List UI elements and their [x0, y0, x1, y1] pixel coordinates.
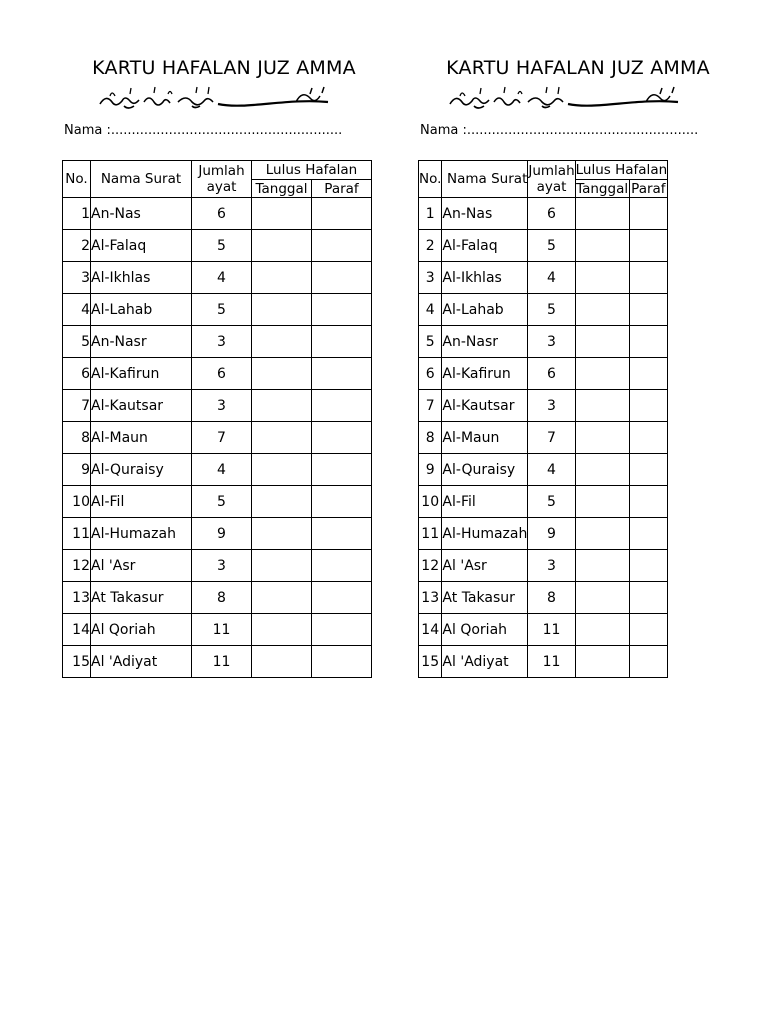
surah-name: Al-Ikhlas [442, 262, 528, 294]
table-row [419, 646, 668, 678]
paraf-cell [629, 230, 668, 262]
card-title: KARTU HAFALAN JUZ AMMA [446, 57, 710, 79]
tanggal-cell [575, 550, 629, 582]
table-row [419, 550, 668, 582]
table-row [419, 582, 668, 614]
paraf-cell [629, 422, 668, 454]
table-row [419, 262, 668, 294]
header-ayat: ayat [536, 179, 567, 195]
ayat-count: 8 [528, 582, 575, 614]
table-row [419, 614, 668, 646]
ayat-count: 6 [192, 198, 252, 230]
ayat-count: 11 [192, 614, 252, 646]
paraf-cell [629, 294, 668, 326]
ayat-count: 4 [528, 454, 575, 486]
tanggal-cell [575, 326, 629, 358]
hafalan-card-right [404, 0, 710, 700]
row-number: 13 [419, 582, 442, 614]
table-row [419, 358, 668, 390]
ayat-count: 7 [528, 422, 575, 454]
surah-name: Al-Falaq [91, 230, 192, 262]
row-number: 13 [63, 582, 91, 614]
row-number: 6 [419, 358, 442, 390]
paraf-cell [629, 550, 668, 582]
nama-field: Nama :........................................................ [64, 123, 343, 138]
basmala-calligraphy-image [446, 84, 686, 114]
row-number: 3 [419, 262, 442, 294]
paraf-cell [629, 646, 668, 678]
row-number: 5 [419, 326, 442, 358]
table-row [419, 230, 668, 262]
table-row [419, 518, 668, 550]
row-number: 1 [63, 198, 91, 230]
surah-name: At Takasur [91, 582, 192, 614]
row-number: 5 [63, 326, 91, 358]
header-no: No. [419, 161, 442, 198]
surah-name: Al-Maun [91, 422, 192, 454]
header-no: No. [63, 161, 91, 198]
paraf-cell [629, 326, 668, 358]
surah-name: Al-Ikhlas [91, 262, 192, 294]
tanggal-cell [575, 518, 629, 550]
header-paraf: Paraf [312, 180, 372, 198]
tanggal-cell [575, 390, 629, 422]
surah-name: An-Nasr [91, 326, 192, 358]
tanggal-cell [575, 614, 629, 646]
header-jumlah: Jumlah [528, 163, 575, 179]
surah-name: Al Qoriah [91, 614, 192, 646]
header-nama-surat: Nama Surat [442, 161, 528, 198]
surah-name: Al-Kafirun [91, 358, 192, 390]
header-lulus-hafalan: Lulus Hafalan [575, 162, 668, 178]
row-number: 11 [63, 518, 91, 550]
surah-name: Al 'Adiyat [91, 646, 192, 678]
ayat-count: 3 [528, 390, 575, 422]
ayat-count: 3 [192, 390, 252, 422]
surah-name: Al-Falaq [442, 230, 528, 262]
row-number: 11 [419, 518, 442, 550]
ayat-count: 6 [528, 198, 575, 230]
ayat-count: 5 [528, 486, 575, 518]
row-number: 9 [419, 454, 442, 486]
row-number: 14 [419, 614, 442, 646]
ayat-count: 9 [528, 518, 575, 550]
surah-name: Al-Fil [91, 486, 192, 518]
ayat-count: 4 [192, 262, 252, 294]
surah-name: Al-Kafirun [442, 358, 528, 390]
surah-name: Al-Quraisy [91, 454, 192, 486]
tanggal-cell [575, 358, 629, 390]
paraf-cell [629, 614, 668, 646]
surah-name: Al-Lahab [91, 294, 192, 326]
table-row [419, 326, 668, 358]
header-paraf: Paraf [629, 180, 668, 198]
surah-name: At Takasur [442, 582, 528, 614]
header-jumlah: Jumlah [198, 163, 245, 179]
tanggal-cell [575, 262, 629, 294]
header-nama-surat: Nama Surat [91, 161, 192, 198]
surah-name: Al Qoriah [442, 614, 528, 646]
nama-field: Nama :........................................................ [420, 123, 699, 138]
row-number: 9 [63, 454, 91, 486]
row-number: 1 [419, 198, 442, 230]
row-number: 6 [63, 358, 91, 390]
row-number: 10 [63, 486, 91, 518]
ayat-count: 6 [528, 358, 575, 390]
paraf-cell [629, 358, 668, 390]
tanggal-cell [575, 230, 629, 262]
ayat-count: 7 [192, 422, 252, 454]
tanggal-cell [575, 422, 629, 454]
ayat-count: 11 [528, 646, 575, 678]
ayat-count: 3 [528, 326, 575, 358]
paraf-cell [629, 582, 668, 614]
surah-name: Al-Fil [442, 486, 528, 518]
ayat-count: 5 [528, 294, 575, 326]
surah-name: An-Nasr [442, 326, 528, 358]
table-row [419, 422, 668, 454]
row-number: 10 [419, 486, 442, 518]
ayat-count: 3 [192, 326, 252, 358]
paraf-cell [629, 518, 668, 550]
paraf-cell [629, 390, 668, 422]
table-row [419, 454, 668, 486]
header-ayat: ayat [206, 179, 237, 195]
row-number: 8 [63, 422, 91, 454]
ayat-count: 9 [192, 518, 252, 550]
row-number: 4 [419, 294, 442, 326]
tanggal-cell [575, 486, 629, 518]
ayat-count: 11 [192, 646, 252, 678]
table-body-right [419, 198, 668, 678]
header-jumlah-ayat [528, 161, 575, 198]
row-number: 3 [63, 262, 91, 294]
ayat-count: 4 [192, 454, 252, 486]
surah-name: Al-Humazah [91, 518, 192, 550]
ayat-count: 6 [192, 358, 252, 390]
surah-name: Al-Humazah [442, 518, 528, 550]
card-title: KARTU HAFALAN JUZ AMMA [92, 57, 356, 79]
header-lulus-hafalan: Lulus Hafalan [252, 161, 372, 180]
tanggal-cell [575, 198, 629, 230]
surah-name: An-Nas [91, 198, 192, 230]
row-number: 7 [419, 390, 442, 422]
table-row [419, 390, 668, 422]
hafalan-table [418, 160, 668, 678]
ayat-count: 5 [192, 486, 252, 518]
ayat-count: 11 [528, 614, 575, 646]
tanggal-cell [575, 646, 629, 678]
table-row [419, 294, 668, 326]
tanggal-cell [575, 582, 629, 614]
paraf-cell [629, 486, 668, 518]
ayat-count: 5 [192, 230, 252, 262]
table-row [419, 198, 668, 230]
surah-name: Al 'Asr [442, 550, 528, 582]
surah-name: Al-Maun [442, 422, 528, 454]
row-number: 8 [419, 422, 442, 454]
ayat-count: 5 [192, 294, 252, 326]
tanggal-cell [575, 294, 629, 326]
row-number: 12 [63, 550, 91, 582]
row-number: 15 [419, 646, 442, 678]
ayat-count: 5 [528, 230, 575, 262]
surah-name: Al-Quraisy [442, 454, 528, 486]
paraf-cell [629, 262, 668, 294]
row-number: 2 [63, 230, 91, 262]
row-number: 2 [419, 230, 442, 262]
row-number: 15 [63, 646, 91, 678]
surah-name: Al 'Asr [91, 550, 192, 582]
paraf-cell [629, 454, 668, 486]
surah-name: Al 'Adiyat [442, 646, 528, 678]
ayat-count: 8 [192, 582, 252, 614]
ayat-count: 3 [192, 550, 252, 582]
row-number: 14 [63, 614, 91, 646]
tanggal-cell [575, 454, 629, 486]
row-number: 12 [419, 550, 442, 582]
ayat-count: 3 [528, 550, 575, 582]
surah-name: Al-Kautsar [91, 390, 192, 422]
row-number: 4 [63, 294, 91, 326]
paraf-cell [629, 198, 668, 230]
header-tanggal: Tanggal [252, 180, 312, 198]
header-tanggal: Tanggal [576, 180, 629, 197]
table-row [419, 486, 668, 518]
surah-name: An-Nas [442, 198, 528, 230]
surah-name: Al-Kautsar [442, 390, 528, 422]
ayat-count: 4 [528, 262, 575, 294]
row-number: 7 [63, 390, 91, 422]
surah-name: Al-Lahab [442, 294, 528, 326]
